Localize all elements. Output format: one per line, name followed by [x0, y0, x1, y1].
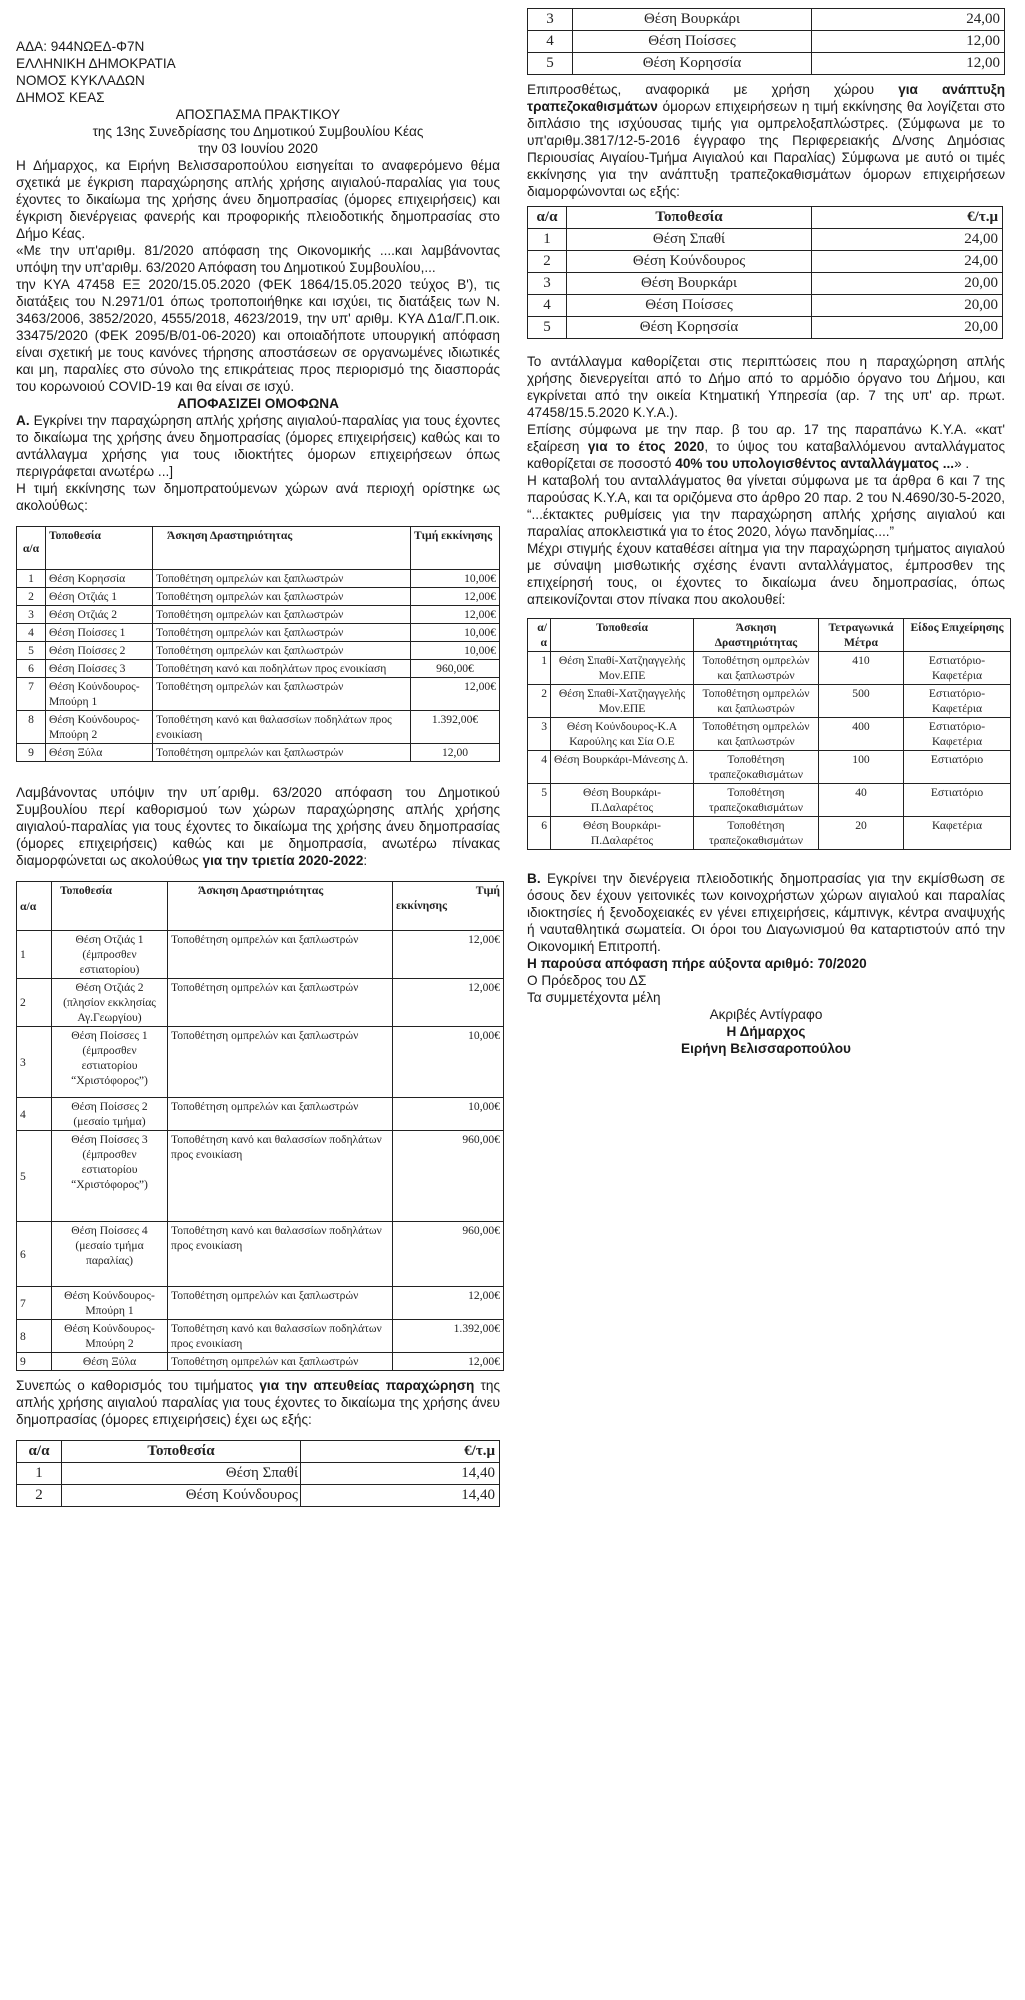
consideration-paragraph-3: Η καταβολή του ανταλλάγματος θα γίνεται σύμφωνα με τα άρθρα 6 και 7 της παρούσας Κ.Υ.Α, και τα οριζόμενα στο άρθρο 20 παρ. 2 του Ν.4690/30-5-2020, “...έκτακτες ρυθμίσεις για την παραχώρηση απλής χρήσης αιγιαλού και παραλίας αποκλειστικά για το έτος 2020, λόγω πανδημίας....”: [527, 473, 1005, 539]
table-row: 5 Θέση Ποίσσες 2 Τοποθέτηση ομπρελών και ξαπλωστρών 10,00€: [17, 642, 500, 660]
right-column: [527, 0, 1005, 1057]
table-row: 3 Θέση Ποίσσες 1 (έμπροσθεν εστιατορίου “Χριστόφορος”) Τοποθέτηση ομπρελών και ξαπλωστρών 10,00€: [17, 1027, 504, 1098]
consideration-paragraph-4: Μέχρι στιγμής έχουν καταθέσει αίτημα για την παραχώρηση τμήματος αιγιαλού με σύναψη μισθωτικής σχέσης έναντι ανταλλάγματος, έμπροσθεν της επιχείρησή τους, οι έχοντες το δικαίωμα άνευ δημοπρασίας, όπως απεικονίζονται στον πίνακα που ακολουθεί:: [527, 541, 1005, 607]
tables-chairs-paragraph: Επιπροσθέτως, αναφορικά με χρήση χώρου για ανάπτυξη τραπεζοκαθισμάτων όμορων επιχειρήσεων η τιμή εκκίνησης θα λογίζεται στο διπλάσιο της ισχύουσας τιμής για ομπρελοξαπλώστρες. (Σύμφωνα με το υπ'αριθμ.3817/12-5-2016 έγγραφο της Περιφερειακής Δ/νσης Δημόσιας Περιουσίας Αιγαίου-Τμήμα Αιγιαλού και Παραλίας) Σύμφωνα με αυτό οι τιμές εκκίνησης για την ανάπτυξη τραπεζοκαθισμάτων όμορων επιχειρήσεων διαμορφώνονται ως εξής:: [527, 82, 1005, 199]
table-row: 5 Θέση Ποίσσες 3 (έμπροσθεν εστιατορίου “Χριστόφορος”) Τοποθέτηση κανό και θαλασσίων ποδηλάτων προς ενοικίαση 960,00€: [17, 1131, 504, 1222]
session-date: την 03 Ιουνίου 2020: [197, 141, 318, 156]
col-header-location: Τοποθεσία: [551, 619, 694, 652]
president-label: Ο Πρόεδρος του ΔΣ: [527, 973, 647, 988]
table-row: 2 Θέση Σπαθί-Χατζηαγγελής Μον.ΕΠΕ Τοποθέτηση ομπρελών και ξαπλωστρών 500 Εστιατόριο-Καφετέρια: [528, 685, 1011, 718]
col-header-price: Τιμή εκκίνησης: [393, 882, 504, 931]
table-row: 5 Θέση Κορησσία 12,00: [528, 53, 1005, 75]
triennium-table: [16, 881, 504, 1371]
table-header-row: [528, 619, 1011, 652]
table-row: 2 Θέση Οτζιάς 2 (πλησίον εκκλησίας Αγ.Γεωργίου) Τοποθέτηση ομπρελών και ξαπλωστρών 12,00€: [17, 979, 504, 1027]
table-row: 4 Θέση Ποίσσες 1 Τοποθέτηση ομπρελών και ξαπλωστρών 10,00€: [17, 624, 500, 642]
table-row: 6 Θέση Βουρκάρι-Π.Δαλαρέτος Τοποθέτηση τραπεζοκαθισμάτων 20 Καφετέρια: [528, 817, 1011, 850]
table-row: 1 Θέση Σπαθί-Χατζηαγγελής Μον.ΕΠΕ Τοποθέτηση ομπρελών και ξαπλωστρών 410 Εστιατόριο-Καφετέρια: [528, 652, 1011, 685]
col-header-aa: α/α: [17, 1441, 62, 1463]
table-header-row: [17, 882, 504, 931]
republic-label: ΕΛΛΗΝΙΚΗ ΔΗΜΟΚΡΑΤΙΑ: [16, 56, 176, 71]
col-header-business-type: Είδος Επιχείρησης: [904, 619, 1011, 652]
triennium-bold: για την τριετία 2020-2022: [202, 853, 364, 868]
mayor-title: Η Δήμαρχος: [726, 1024, 806, 1039]
decision-b-label: Β.: [527, 871, 541, 886]
table-row: 6 Θέση Ποίσσες 4 (μεσαίο τμήμα παραλίας) Τοποθέτηση κανό και θαλασσίων ποδηλάτων προς ενοικίαση 960,00€: [17, 1222, 504, 1287]
table-row: 4 Θέση Βουρκάρι-Μάνεσης Δ. Τοποθέτηση τραπεζοκαθισμάτων 100 Εστιατόριο: [528, 751, 1011, 784]
mayor-name: Ειρήνη Βελισσαροπούλου: [681, 1041, 851, 1056]
direct-concession-bold: για την απευθείας παραχώρηση: [259, 1378, 475, 1393]
direct-concession-paragraph: Συνεπώς ο καθορισμός του τιμήματος για την απευθείας παραχώρηση της απλής χρήσης αιγιαλού παραλίας για τους έχοντες το δικαίωμα της χρήσης άνευ δημοπρασίας (όμορες επιχειρήσεις) έχει ως εξής:: [16, 1378, 501, 1427]
applicants-table: [527, 618, 1011, 850]
direct-concession-table: [16, 1440, 500, 1507]
session-line: της 13ης Συνεδρίασης του Δημοτικού Συμβουλίου Κέας: [92, 124, 424, 139]
table-header-row: [528, 207, 1003, 229]
table-row: 4 Θέση Ποίσσες 2 (μεσαίο τμήμα) Τοποθέτηση ομπρελών και ξαπλωστρών 10,00€: [17, 1098, 504, 1131]
table-row: 3 Θέση Κούνδουρος-Κ.Α Καρούλης και Σία Ο.Ε Τοποθέτηση ομπρελών και ξαπλωστρών 400 Εστιατόριο-Καφετέρια: [528, 718, 1011, 751]
decision-b-paragraph: Β. Εγκρίνει την διενέργεια πλειοδοτικής δημοπρασίας για την εκμίσθωση σε όσους δεν έχουν γειτονικές των κοινοχρήστων χώρων αιγιαλού και παραλίας ιδιοκτησίες ή ξενοδοχειακές εν γένει επιχειρήσεις, κάμπινγκ, κέντρα αναψυχής ή ναυταθλητικά σωματεία. Οι όροι του Διαγωνισμού θα καταρτιστούν από την Οικονομική Επιτροπή.: [527, 871, 1005, 954]
municipality-label: ΔΗΜΟΣ ΚΕΑΣ: [16, 90, 105, 105]
tables-chairs-table: [527, 206, 1003, 339]
intro-paragraph-2: «Με την υπ'αριθμ. 81/2020 απόφαση της Οικονομικής ....και λαμβάνοντας υπόψη την υπ'αριθμ. 63/2020 Απόφαση του Δημοτικού Συμβουλίου,...: [16, 243, 500, 275]
triennium-paragraph: Λαμβάνοντας υπόψιν την υπ΄αριθμ. 63/2020 απόφαση του Δημοτικού Συμβουλίου περί καθορισμού των χώρων παραχώρησης απλής χρήσης αιγιαλού-παραλίας για τους έχοντες το δικαίωμα της χρήσης άνευ δημοπρασίας (όμορες επιχειρήσεις) καθώς και με δημοπρασία, ανωτέρω πίνακας διαμορφώνεται ως ακολούθως για την τριετία 2020-2022:: [16, 785, 500, 868]
col-header-aa: α/α: [528, 207, 567, 229]
document-title: ΑΠΟΣΠΑΣΜΑ ΠΡΑΚΤΙΚΟΥ: [175, 107, 341, 122]
table-row: 2 Θέση Κούνδουρος 14,40: [17, 1485, 500, 1507]
col-header-aa: α/α: [17, 527, 46, 570]
col-header-aa: α/α: [17, 882, 52, 931]
col-header-activity: Άσκηση Δραστηριότητας: [168, 882, 393, 931]
table-row: 5 Θέση Κορησσία 20,00: [528, 317, 1003, 339]
consideration-paragraph-1: Το αντάλλαγμα καθορίζεται στις περιπτώσεις που η παραχώρηση απλής χρήσης διενεργείται από το Δήμο από το αρμόδιο όργανο του Δήμου, και εγκρίνεται από την οικεία Κτηματική Υπηρεσία (αρ. 7 της υπ' αρ. πρωτ. 47458/15.5.2020 Κ.Υ.Α.).: [527, 354, 1005, 420]
table-row: 4 Θέση Ποίσσες 20,00: [528, 295, 1003, 317]
table-row: 8 Θέση Κούνδουρος-Μπούρη 2 Τοποθέτηση κανό και θαλασσίων ποδηλάτων προς ενοικίαση 1.392,00€: [17, 711, 500, 744]
true-copy-label: Ακριβές Αντίγραφο: [709, 1007, 823, 1022]
left-column: [16, 0, 500, 1507]
table-row: 3 Θέση Οτζιάς 2 Τοποθέτηση ομπρελών και ξαπλωστρών 12,00€: [17, 606, 500, 624]
consideration-paragraph-2: Επίσης σύμφωνα με την παρ. β του αρ. 17 της παραπάνω Κ.Υ.Α. «κατ' εξαίρεση για το έτος 2020, το ύψος του καταβαλλόμενου ανταλλάγματος καθορίζεται σε ποσοστό 40% του υπολογισθέντος ανταλλάγματος ...» .: [527, 422, 1006, 471]
table-row: 3 Θέση Βουρκάρι 24,00: [528, 9, 1005, 31]
table-row: 1 Θέση Κορησσία Τοποθέτηση ομπρελών και ξαπλωστρών 10,00€: [17, 570, 500, 588]
table-row: 7 Θέση Κούνδουρος-Μπούρη 1 Τοποθέτηση ομπρελών και ξαπλωστρών 12,00€: [17, 1287, 504, 1320]
intro-paragraph-3: την ΚΥΑ 47458 ΕΞ 2020/15.05.2020 (ΦΕΚ 1864/15.05.2020 τεύχος Β'), τις διατάξεις του Ν.2971/01 όπως τροποποιήθηκε και ισχύει, τις διατάξεις των Ν. 3463/2006, 3852/2020, 4555/2018, 4623/2019, την υπ' αριθμ. ΚΥΑ Δ1α/Γ.Π.οικ. 33475/2020 (ΦΕΚ 2095/Β/01-06-2020) και οποιαδήποτε υπουργική απόφαση είναι σχετική με τους κανόνες τήρησης αποστάσεων σε οργανωμένες ιδιωτικές και μη, παραλίες στο σύνολο της επικράτειας προς περιορισμό της διασποράς του κορωνοιού COVID-19 και θα είναι σε ισχύ.: [16, 277, 500, 394]
decision-number: Η παρούσα απόφαση πήρε αύξοντα αριθμό: 70/2020: [527, 956, 867, 971]
table-row: 2 Θέση Οτζιάς 1 Τοποθέτηση ομπρελών και ξαπλωστρών 12,00€: [17, 588, 500, 606]
col-header-sqm: Τετραγωνικά Μέτρα: [819, 619, 904, 652]
decision-heading: ΑΠΟΦΑΣΙΖΕΙ ΟΜΟΦΩΝΑ: [177, 396, 339, 411]
col-header-activity: Άσκηση Δραστηριότητας: [153, 527, 411, 570]
table-row: 7 Θέση Κούνδουρος-Μπούρη 1 Τοποθέτηση ομπρελών και ξαπλωστρών 12,00€: [17, 678, 500, 711]
table-row: 4 Θέση Ποίσσες 12,00: [528, 31, 1005, 53]
decision-a-paragraph: [16, 412, 500, 480]
col-header-location: Τοποθεσία: [567, 207, 812, 229]
table-row: 6 Θέση Ποίσσες 3 Τοποθέτηση κανό και ποδηλάτων προς ενοικίαση 960,00€: [17, 660, 500, 678]
table-row: 8 Θέση Κούνδουρος-Μπούρη 2 Τοποθέτηση κανό και θαλασσίων ποδηλάτων προς ενοικίαση 1.392,00€: [17, 1320, 504, 1353]
col-header-price-sqm: €/τ.μ: [812, 207, 1003, 229]
col-header-location: Τοποθεσία: [52, 882, 168, 931]
decision-a-text: Εγκρίνει την παραχώρηση απλής χρήσης αιγιαλού-παραλίας για τους έχοντες το δικαίωμα της χρήσης άνευ δημοπρασίας (όμορες επιχειρήσεις) καθώς και το αντάλλαγμα χρήσης για τους ιδιοκτήτες όμορων επιχειρήσεων όπως περιγράφεται ανωτέρω ...]: [16, 413, 500, 479]
col-header-aa: α/α: [528, 619, 551, 652]
direct-concession-table-continued: [527, 8, 1005, 75]
members-label: Τα συμμετέχοντα μέλη: [527, 990, 661, 1005]
starting-price-intro: Η τιμή εκκίνησης των δημοπρατούμενων χώρων ανά περιοχή ορίστηκε ως ακολούθως:: [16, 481, 500, 513]
table-row: 9 Θέση Ξύλα Τοποθέτηση ομπρελών και ξαπλωστρών 12,00€: [17, 1353, 504, 1371]
col-header-price: Τιμή εκκίνησης: [411, 527, 500, 570]
ada-code: ΑΔΑ: 944ΝΩΕΔ-Φ7Ν: [16, 39, 145, 54]
table-row: 3 Θέση Βουρκάρι 20,00: [528, 273, 1003, 295]
col-header-location: Τοποθεσία: [46, 527, 153, 570]
table-row: 1 Θέση Σπαθί 14,40: [17, 1463, 500, 1485]
col-header-location: Τοποθεσία: [62, 1441, 301, 1463]
col-header-activity: Άσκηση Δραστηριότητας: [694, 619, 819, 652]
col-header-price-sqm: €/τ.μ: [301, 1441, 500, 1463]
table-row: 5 Θέση Βουρκάρι-Π.Δαλαρέτος Τοποθέτηση τραπεζοκαθισμάτων 40 Εστιατόριο: [528, 784, 1011, 817]
table-row: 9 Θέση Ξύλα Τοποθέτηση ομπρελών και ξαπλωστρών 12,00: [17, 744, 500, 762]
table-row: 1 Θέση Οτζιάς 1 (έμπροσθεν εστιατορίου) Τοποθέτηση ομπρελών και ξαπλωστρών 12,00€: [17, 931, 504, 979]
prefecture-label: ΝΟΜΟΣ ΚΥΚΛΑΔΩΝ: [16, 73, 145, 88]
table-header-row: [17, 1441, 500, 1463]
tables-chairs-bold: για ανάπτυξη τραπεζοκαθισμάτων: [527, 82, 1005, 114]
intro-paragraph-1: Η Δήμαρχος, κα Ειρήνη Βελισσαροπούλου εισηγείται το αναφερόμενο θέμα σχετικά με έγκριση παραχώρησης απλής χρήσης αιγιαλού-παραλίας για τους έχοντες το δικαίωμα της χρήσης άνευ δημοπρασίας (όμορες επιχειρήσεις) και έγκριση διενέργειας φανερής και προφορικής πλειοδοτικής δημοπρασίας στο Δήμο Κέας.: [16, 158, 500, 241]
table-row: 1 Θέση Σπαθί 24,00: [528, 229, 1003, 251]
decision-a-label: Α.: [16, 413, 30, 428]
starting-price-table: [16, 526, 500, 762]
table-header-row: [17, 527, 500, 570]
table-row: 2 Θέση Κούνδουρος 24,00: [528, 251, 1003, 273]
